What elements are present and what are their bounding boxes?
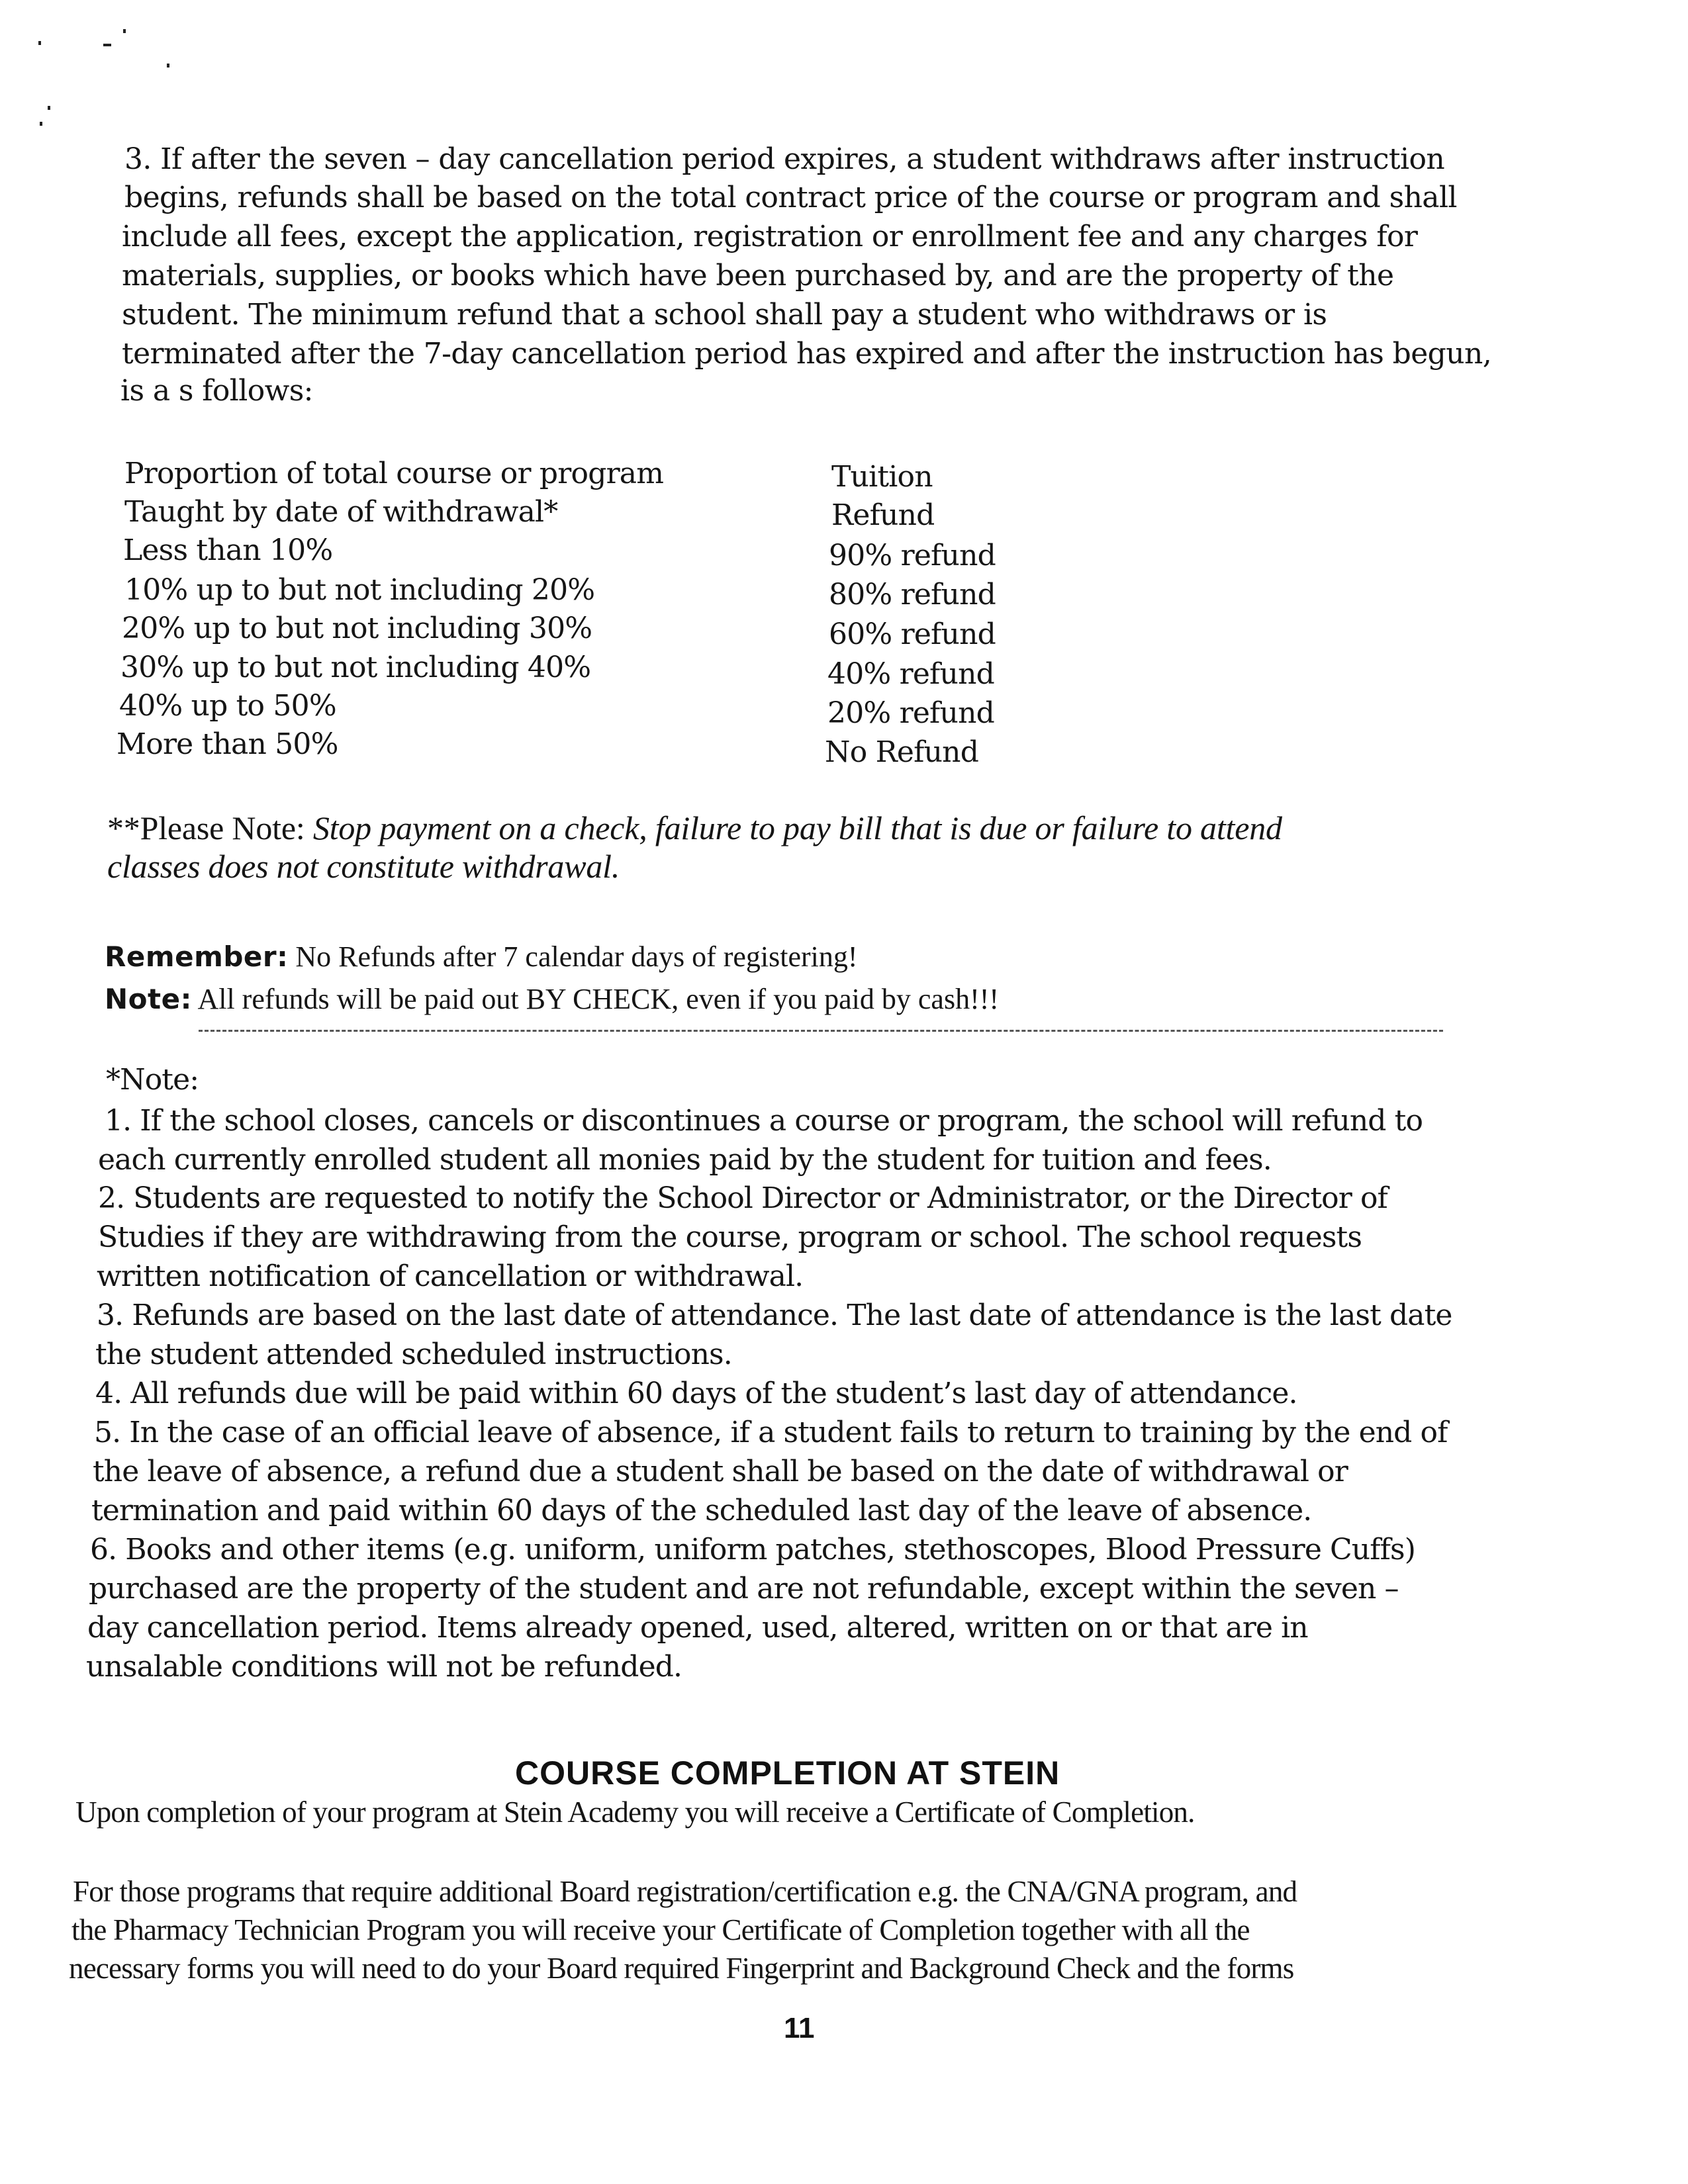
paragraph-line: materials, supplies, or books which have been purchased by, and are the property of the	[122, 259, 1394, 293]
table-header-left: Taught by date of withdrawal*	[124, 495, 558, 529]
table-header-right: Refund	[831, 498, 935, 532]
remember-line	[105, 940, 858, 974]
completion-line: necessary forms you will need to do your Board required Fingerprint and Background Check and the forms	[69, 1952, 1294, 1985]
note-line: 3. Refunds are based on the last date of attendance. The last date of attendance is the last date	[97, 1298, 1452, 1332]
please-note-text: Stop payment on a check, failure to pay bill that is due or failure to attend	[312, 809, 1282, 846]
note-line: unsalable conditions will not be refunded.	[86, 1650, 682, 1684]
please-note-line	[107, 847, 620, 886]
note-line: termination and paid within 60 days of the scheduled last day of the leave of absence.	[91, 1494, 1312, 1527]
paragraph-line: begins, refunds shall be based on the total contract price of the course or program and shall	[124, 181, 1457, 214]
proportion-cell: 30% up to but not including 40%	[120, 651, 591, 684]
paragraph-line: terminated after the 7-day cancellation period has expired and after the instruction has begun,	[122, 337, 1492, 371]
check-note-line	[105, 982, 999, 1016]
scan-speck	[103, 44, 111, 46]
completion-line: For those programs that require additional Board registration/certification e.g. the CNA/GNA program, and	[73, 1875, 1297, 1908]
refund-cell: 80% refund	[829, 578, 996, 612]
refund-cell: 40% refund	[827, 657, 994, 691]
remember-text: No Refunds after 7 calendar days of registering!	[288, 940, 858, 973]
note-line: 2. Students are requested to notify the School Director or Administrator, or the Director of	[98, 1181, 1387, 1215]
check-note-text: All refunds will be paid out BY CHECK, even if you paid by cash!!!	[191, 983, 1000, 1015]
proportion-cell: Less than 10%	[123, 533, 333, 567]
refund-cell: 60% refund	[829, 617, 996, 651]
section-heading: COURSE COMPLETION AT STEIN	[515, 1754, 1060, 1792]
refund-cell: 20% refund	[827, 696, 994, 730]
note-line: the student attended scheduled instructions.	[95, 1338, 732, 1371]
note-line: 1. If the school closes, cancels or discontinues a course or program, the school will refund to	[105, 1104, 1423, 1138]
note-line: 4. All refunds due will be paid within 60 days of the student’s last day of attendance.	[95, 1377, 1297, 1410]
proportion-cell: More than 50%	[117, 727, 338, 761]
table-header-left: Proportion of total course or program	[124, 457, 664, 490]
dashed-divider	[199, 1030, 1443, 1032]
paragraph-line: is a s follows:	[120, 374, 313, 408]
refund-cell: 90% refund	[829, 539, 996, 572]
please-note-text: classes does not constitute withdrawal.	[107, 848, 620, 885]
note-line: day cancellation period. Items already opened, used, altered, written on or that are in	[87, 1611, 1308, 1645]
table-header-right: Tuition	[831, 460, 933, 494]
note-line: the leave of absence, a refund due a student shall be based on the date of withdrawal or	[93, 1455, 1348, 1488]
paragraph-line: include all fees, except the application, registration or enrollment fee and any charges for	[122, 220, 1418, 253]
proportion-cell: 10% up to but not including 20%	[124, 573, 595, 607]
remember-label: Remember:	[105, 940, 289, 973]
note-line: 5. In the case of an official leave of absence, if a student fails to return to training by the end of	[94, 1416, 1448, 1449]
scan-speck	[38, 41, 41, 45]
scan-speck	[48, 106, 50, 110]
proportion-cell: 40% up to 50%	[119, 689, 336, 723]
please-note-line	[107, 809, 1282, 847]
paragraph-line: student. The minimum refund that a school shall pay a student who withdraws or is	[122, 298, 1327, 332]
notes-title: *Note:	[106, 1063, 199, 1097]
check-note-label: Note:	[105, 983, 192, 1015]
note-line: 6. Books and other items (e.g. uniform, uniform patches, stethoscopes, Blood Pressure Cuffs)	[90, 1533, 1415, 1567]
refund-cell: No Refund	[825, 735, 979, 769]
note-line: each currently enrolled student all monies paid by the student for tuition and fees.	[98, 1143, 1272, 1177]
scan-speck	[167, 64, 169, 68]
proportion-cell: 20% up to but not including 30%	[122, 612, 592, 645]
note-line: Studies if they are withdrawing from the course, program or school. The school requests	[98, 1220, 1362, 1254]
scan-speck	[123, 29, 126, 33]
scan-speck	[40, 122, 42, 126]
page-number: 11	[784, 2012, 815, 2044]
completion-line: the Pharmacy Technician Program you will receive your Certificate of Completion together with all the	[71, 1913, 1250, 1946]
completion-intro: Upon completion of your program at Stein Academy you will receive a Certificate of Completion.	[75, 1796, 1195, 1829]
note-line: purchased are the property of the student and are not refundable, except within the seven –	[89, 1572, 1399, 1606]
please-note-label: **Please Note:	[107, 809, 313, 846]
note-line: written notification of cancellation or withdrawal.	[97, 1259, 804, 1293]
paragraph-line: 3. If after the seven – day cancellation period expires, a student withdraws after instruction	[124, 142, 1445, 176]
